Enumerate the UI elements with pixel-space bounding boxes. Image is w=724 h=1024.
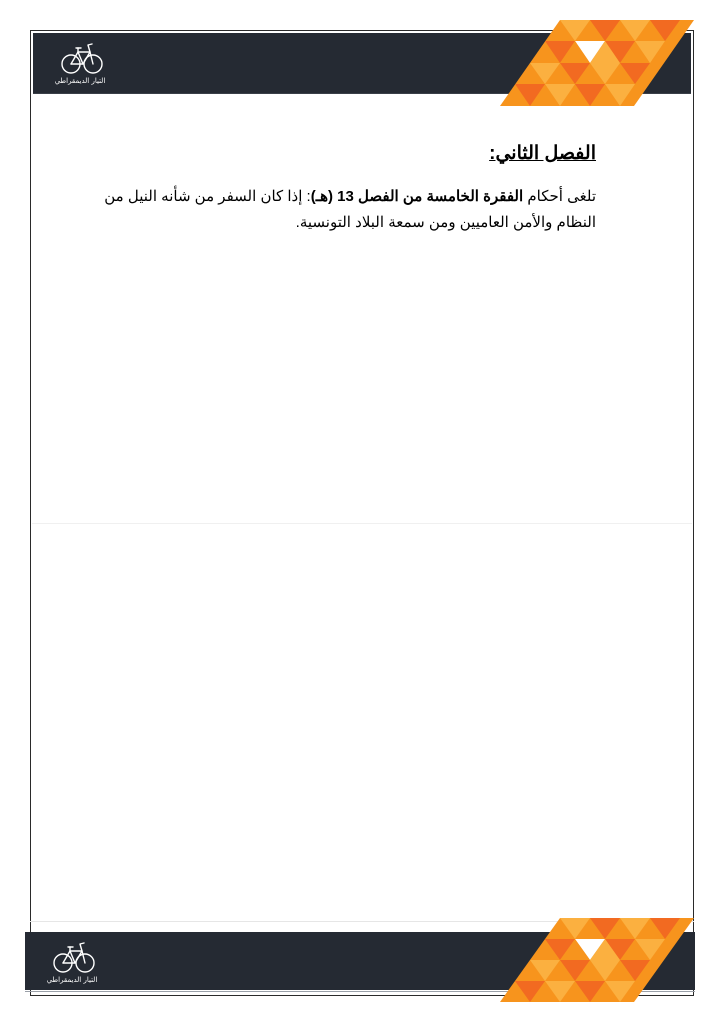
party-logo <box>50 36 110 92</box>
page-divider <box>32 523 692 524</box>
article-paragraph <box>70 184 596 236</box>
logo-caption: التيار الديمقراطي <box>46 976 98 984</box>
paragraph-intro: تلغى أحكام <box>527 188 596 205</box>
document-body <box>70 140 596 236</box>
bicycle-icon <box>50 36 110 76</box>
chapter-title: الفصل الثاني: <box>489 143 596 164</box>
paragraph-rest: : إذا كان السفر من شأنه النيل من النظام والأمن العاميين ومن سمعة البلاد التونسية. <box>104 188 596 231</box>
triangle-pattern-decoration <box>500 918 694 1002</box>
bicycle-icon <box>42 935 102 975</box>
party-logo-footer <box>42 935 102 991</box>
paragraph-bold-reference: الفقرة الخامسة من الفصل 13 (هـ) <box>310 188 524 205</box>
logo-caption: التيار الديمقراطي <box>54 77 106 85</box>
triangle-pattern-decoration <box>500 20 694 106</box>
